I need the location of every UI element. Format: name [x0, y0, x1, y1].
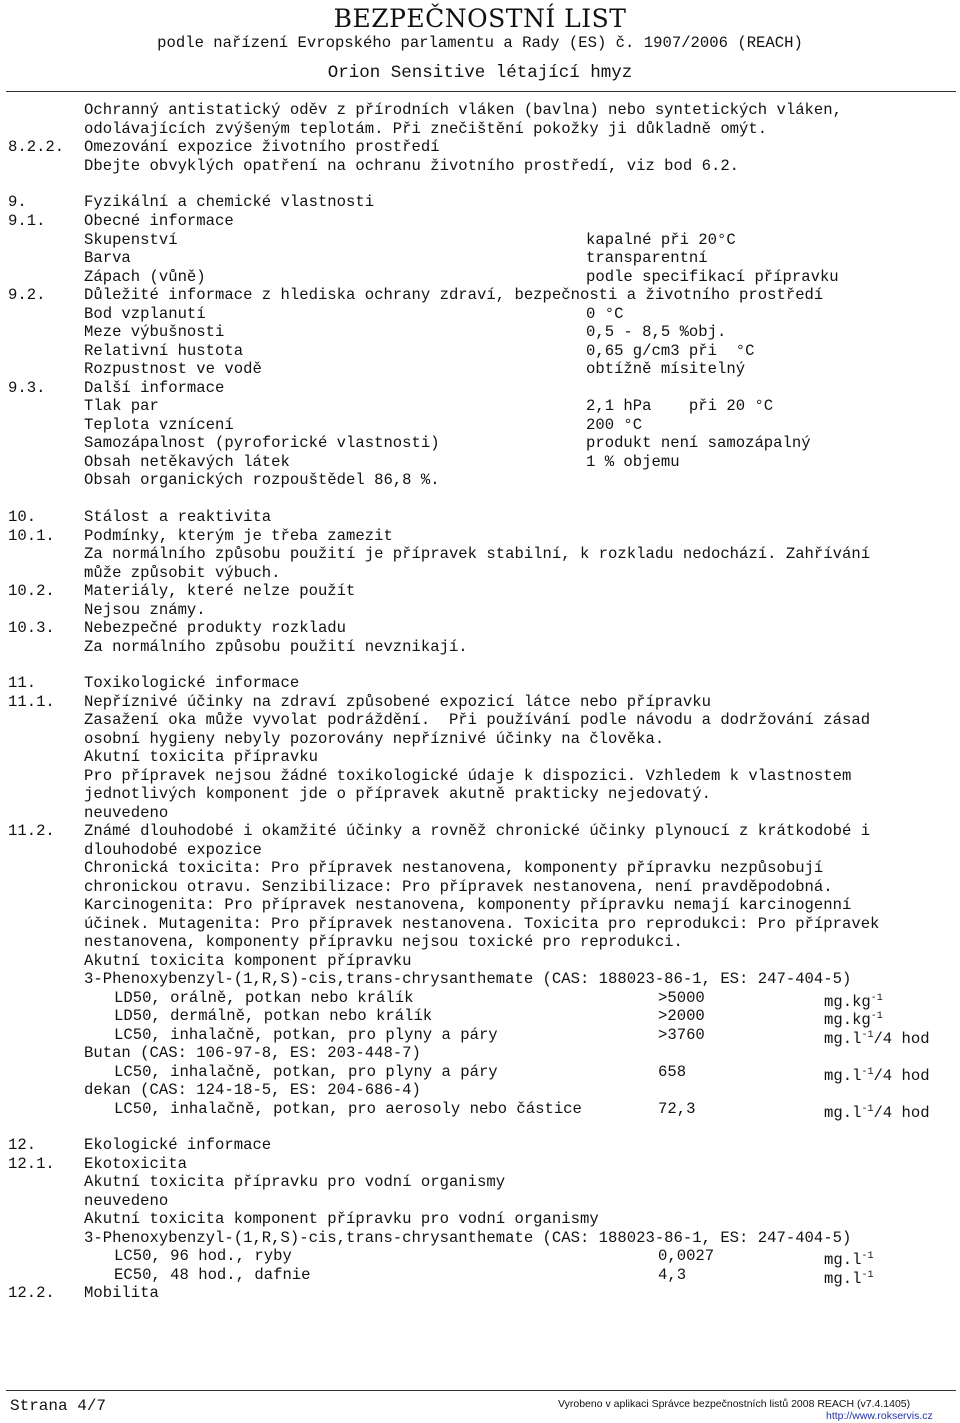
- text-line: jednotlivých komponent jde o přípravek akutně prakticky nejedovatý.: [84, 785, 711, 803]
- text-line: Ochranný antistatický oděv z přírodních vláken (bavlna) nebo syntetických vláken,: [84, 101, 842, 119]
- subheading: Akutní toxicita komponent přípravku pro vodní organismy: [84, 1210, 599, 1228]
- property-label: Teplota vznícení: [84, 416, 234, 434]
- section-heading: Toxikologické informace: [84, 674, 300, 692]
- property-value: 0 °C: [586, 305, 624, 323]
- property-label: Rozpustnost ve vodě: [84, 360, 262, 378]
- property-label: Meze výbušnosti: [84, 323, 225, 341]
- section-number: 10.: [8, 508, 37, 526]
- text-line: chronickou otravu. Senzibilizace: Pro přípravek nestanovena, není pravděpodobná.: [84, 878, 833, 896]
- text-line: Pro přípravek nejsou žádné toxikologické údaje k dispozici. Vzhledem k vlastnostem: [84, 767, 852, 785]
- text-line: neuvedeno: [84, 1192, 169, 1210]
- section-number: 10.3.: [8, 619, 55, 637]
- section-number: 8.2.2.: [8, 138, 65, 156]
- section-heading: Ekologické informace: [84, 1136, 272, 1154]
- text-line: Za normálního způsobu použití nevznikají.: [84, 638, 468, 656]
- section-number: 12.1.: [8, 1155, 55, 1173]
- eco-value: 4,3: [658, 1266, 687, 1284]
- section-heading: Známé dlouhodobé i okamžité účinky a rovněž chronické účinky plynoucí z krátkodobé i: [84, 822, 871, 840]
- product-name: Orion Sensitive létající hmyz: [327, 63, 633, 83]
- property-label: Relativní hustota: [84, 342, 244, 360]
- property-label: Samozápalnost (pyroforické vlastnosti): [84, 434, 440, 452]
- subheading: Akutní toxicita přípravku: [84, 748, 318, 766]
- section-heading: dlouhodobé expozice: [84, 841, 262, 859]
- property-value: transparentní: [586, 249, 708, 267]
- section-number: 9.3.: [8, 379, 46, 397]
- section-number: 9.2.: [8, 286, 46, 304]
- section-heading: Důležité informace z hlediska ochrany zdraví, bezpečnosti a životního prostředí: [84, 286, 824, 304]
- regulation-subtitle: podle nařízení Evropského parlamentu a Rady (ES) č. 1907/2006 (REACH): [157, 34, 803, 52]
- subheading: Akutní toxicita komponent přípravku: [84, 952, 412, 970]
- property-value: podle specifikací přípravku: [586, 268, 839, 286]
- text-line: osobní hygieny nebyly pozorovány nepříznivé účinky na člověka.: [84, 730, 665, 748]
- section-heading: Obecné informace: [84, 212, 234, 230]
- tox-unit: $mg.l^{-1}/4$ hod: [824, 1030, 930, 1049]
- text-line: neuvedeno: [84, 804, 169, 822]
- property-value: obtížně mísitelný: [586, 360, 746, 378]
- property-label: Barva: [84, 249, 131, 267]
- tox-unit: $mg.l^{-1}/4$ hod: [824, 1067, 930, 1086]
- eco-label: EC50, 48 hod., dafnie: [114, 1266, 311, 1284]
- property-value: kapalné při 20°C: [586, 231, 736, 249]
- section-number: 11.2.: [8, 822, 55, 840]
- tox-value: >5000: [658, 989, 705, 1007]
- section-number: 11.: [8, 674, 37, 692]
- eco-unit: $mg.l^{-1}$: [824, 1270, 874, 1289]
- section-number: 11.1.: [8, 693, 55, 711]
- section-number: 12.2.: [8, 1284, 55, 1302]
- section-heading: Nebezpečné produkty rozkladu: [84, 619, 347, 637]
- text-line: Dbejte obvyklých opatření na ochranu životního prostředí, viz bod 6.2.: [84, 157, 740, 175]
- producer-link[interactable]: http://www.rokservis.cz: [826, 1410, 933, 1422]
- tox-unit: $mg.kg^{-1}$: [824, 1011, 883, 1030]
- property-label: Tlak par: [84, 397, 159, 415]
- eco-label: LC50, 96 hod., ryby: [114, 1247, 292, 1265]
- tox-unit: $mg.l^{-1}/4$ hod: [824, 1104, 930, 1123]
- property-value: 1 % objemu: [586, 453, 680, 471]
- text-line: Za normálního způsobu použití je přípravek stabilní, k rozkladu nedochází. Zahřívání: [84, 545, 871, 563]
- property-label: Skupenství: [84, 231, 178, 249]
- section-number: 9.1.: [8, 212, 46, 230]
- tox-value: 72,3: [658, 1100, 696, 1118]
- section-heading: Materiály, které nelze použít: [84, 582, 356, 600]
- text-line: účinek. Mutagenita: Pro přípravek nestanovena. Toxicita pro reprodukci: Pro přípravek: [84, 915, 880, 933]
- header-divider: [6, 91, 956, 92]
- section-heading: Stálost a reaktivita: [84, 508, 272, 526]
- footer-divider: [6, 1390, 956, 1391]
- text-line: může způsobit výbuch.: [84, 564, 281, 582]
- section-heading: Omezování expozice životního prostředí: [84, 138, 440, 156]
- substance-name: dekan (CAS: 124-18-5, ES: 204-686-4): [84, 1081, 421, 1099]
- text-line: Karcinogenita: Pro přípravek nestanovena, komponenty přípravku nemají karcinogenní: [84, 896, 852, 914]
- property-value: 200 °C: [586, 416, 643, 434]
- section-heading: Fyzikální a chemické vlastnosti: [84, 193, 375, 211]
- tox-label: LC50, inhalačně, potkan, pro aerosoly nebo částice: [114, 1100, 582, 1118]
- tox-label: LC50, inhalačně, potkan, pro plyny a páry: [114, 1026, 498, 1044]
- property-label: Bod vzplanutí: [84, 305, 206, 323]
- text-line: Chronická toxicita: Pro přípravek nestanovena, komponenty přípravku nezpůsobují: [84, 859, 824, 877]
- property-value: 0,5 - 8,5 %obj.: [586, 323, 727, 341]
- section-heading: Další informace: [84, 379, 225, 397]
- substance-name: 3-Phenoxybenzyl-(1,R,S)-cis,trans-chrysanthemate (CAS: 188023-86-1, ES: 247-404-5): [84, 970, 852, 988]
- section-heading: Mobilita: [84, 1284, 159, 1302]
- substance-name: 3-Phenoxybenzyl-(1,R,S)-cis,trans-chrysanthemate (CAS: 188023-86-1, ES: 247-404-5): [84, 1229, 852, 1247]
- property-label: Zápach (vůně): [84, 268, 206, 286]
- tox-label: LD50, orálně, potkan nebo králík: [114, 989, 414, 1007]
- property-value: 0,65 g/cm3 při °C: [586, 342, 755, 360]
- substance-name: Butan (CAS: 106-97-8, ES: 203-448-7): [84, 1044, 421, 1062]
- section-number: 12.: [8, 1136, 37, 1154]
- section-number: 10.2.: [8, 582, 55, 600]
- property-label: Obsah netěkavých látek: [84, 453, 290, 471]
- tox-value: 658: [658, 1063, 687, 1081]
- text-line: Obsah organických rozpouštědel 86,8 %.: [84, 471, 440, 489]
- tox-unit: $mg.kg^{-1}$: [824, 993, 883, 1012]
- text-line: nestanovena, komponenty přípravku nejsou toxické pro reprodukci.: [84, 933, 683, 951]
- section-number: 10.1.: [8, 527, 55, 545]
- page-number: Strana 4/7: [10, 1397, 107, 1415]
- text-line: Nejsou známy.: [84, 601, 206, 619]
- property-value: produkt není samozápalný: [586, 434, 811, 452]
- tox-label: LD50, dermálně, potkan nebo králík: [114, 1007, 433, 1025]
- eco-value: 0,0027: [658, 1247, 715, 1265]
- tox-label: LC50, inhalačně, potkan, pro plyny a páry: [114, 1063, 498, 1081]
- tox-value: >2000: [658, 1007, 705, 1025]
- tox-value: >3760: [658, 1026, 705, 1044]
- text-line: Zasažení oka může vyvolat podráždění. Při používání podle návodu a dodržování zásad: [84, 711, 871, 729]
- section-heading: Nepříznivé účinky na zdraví způsobené expozicí látce nebo přípravku: [84, 693, 711, 711]
- producer-note: Vyrobeno v aplikaci Správce bezpečnostních listů 2008 REACH (v7.4.1405): [558, 1398, 911, 1410]
- section-heading: Ekotoxicita: [84, 1155, 187, 1173]
- section-number: 9.: [8, 193, 27, 211]
- eco-unit: $mg.l^{-1}$: [824, 1251, 874, 1270]
- section-heading: Podmínky, kterým je třeba zamezit: [84, 527, 393, 545]
- property-value: 2,1 hPa při 20 °C: [586, 397, 774, 415]
- text-line: odolávajících zvýšeným teplotám. Při znečištění pokožky ji důkladně omýt.: [84, 120, 768, 138]
- subheading: Akutní toxicita přípravku pro vodní organismy: [84, 1173, 506, 1191]
- document-title: BEZPEČNOSTNÍ LIST: [333, 4, 627, 33]
